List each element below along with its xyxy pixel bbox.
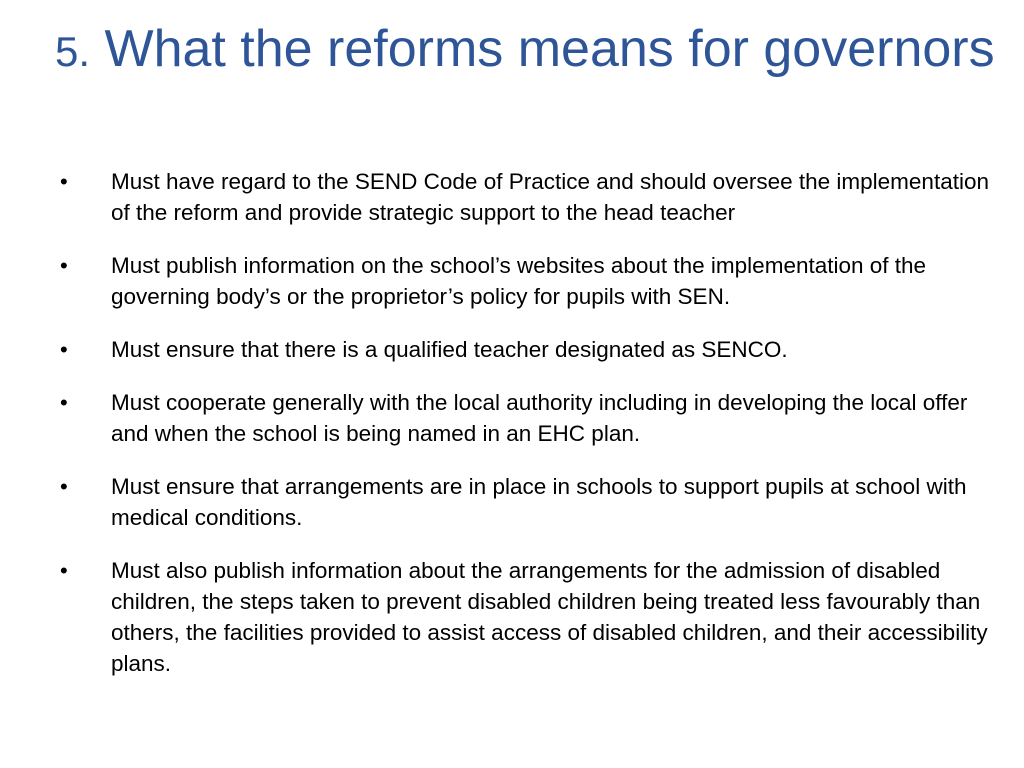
bullet-text: Must have regard to the SEND Code of Practice and should oversee the implementation of the reform and provide strategic support to the head teacher (111, 169, 989, 225)
bullet-item (0, 334, 1024, 365)
bullet-item (0, 387, 1024, 449)
bullet-icon: • (60, 169, 68, 194)
title-text: What the reforms means for governors (104, 20, 995, 78)
bullet-icon: • (60, 558, 68, 583)
bullet-text: Must ensure that there is a qualified teacher designated as SENCO. (111, 337, 788, 362)
slide-title (55, 18, 1005, 83)
bullet-text: Must publish information on the school’s websites about the implementation of the governing body’s or the proprietor’s policy for pupils with SEN. (111, 253, 927, 309)
bullet-icon: • (60, 337, 68, 362)
bullet-item (0, 555, 1024, 679)
bullet-text: Must cooperate generally with the local authority including in developing the local offer and when the school is being named in an EHC plan. (111, 390, 968, 446)
bullet-icon: • (60, 390, 68, 415)
title-number: 5. (55, 28, 91, 75)
bullet-text: Must also publish information about the arrangements for the admission of disabled children, the steps taken to prevent disabled children being treated less favourably than others, the facilities provided to assist access of disabled children, and their accessibility plans. (111, 558, 988, 676)
bullet-item (0, 250, 1024, 312)
bullet-list (0, 166, 1024, 701)
bullet-icon: • (60, 253, 68, 278)
bullet-icon: • (60, 474, 68, 499)
bullet-text: Must ensure that arrangements are in place in schools to support pupils at school with medical conditions. (111, 474, 967, 530)
bullet-item (0, 471, 1024, 533)
bullet-item (0, 166, 1024, 228)
